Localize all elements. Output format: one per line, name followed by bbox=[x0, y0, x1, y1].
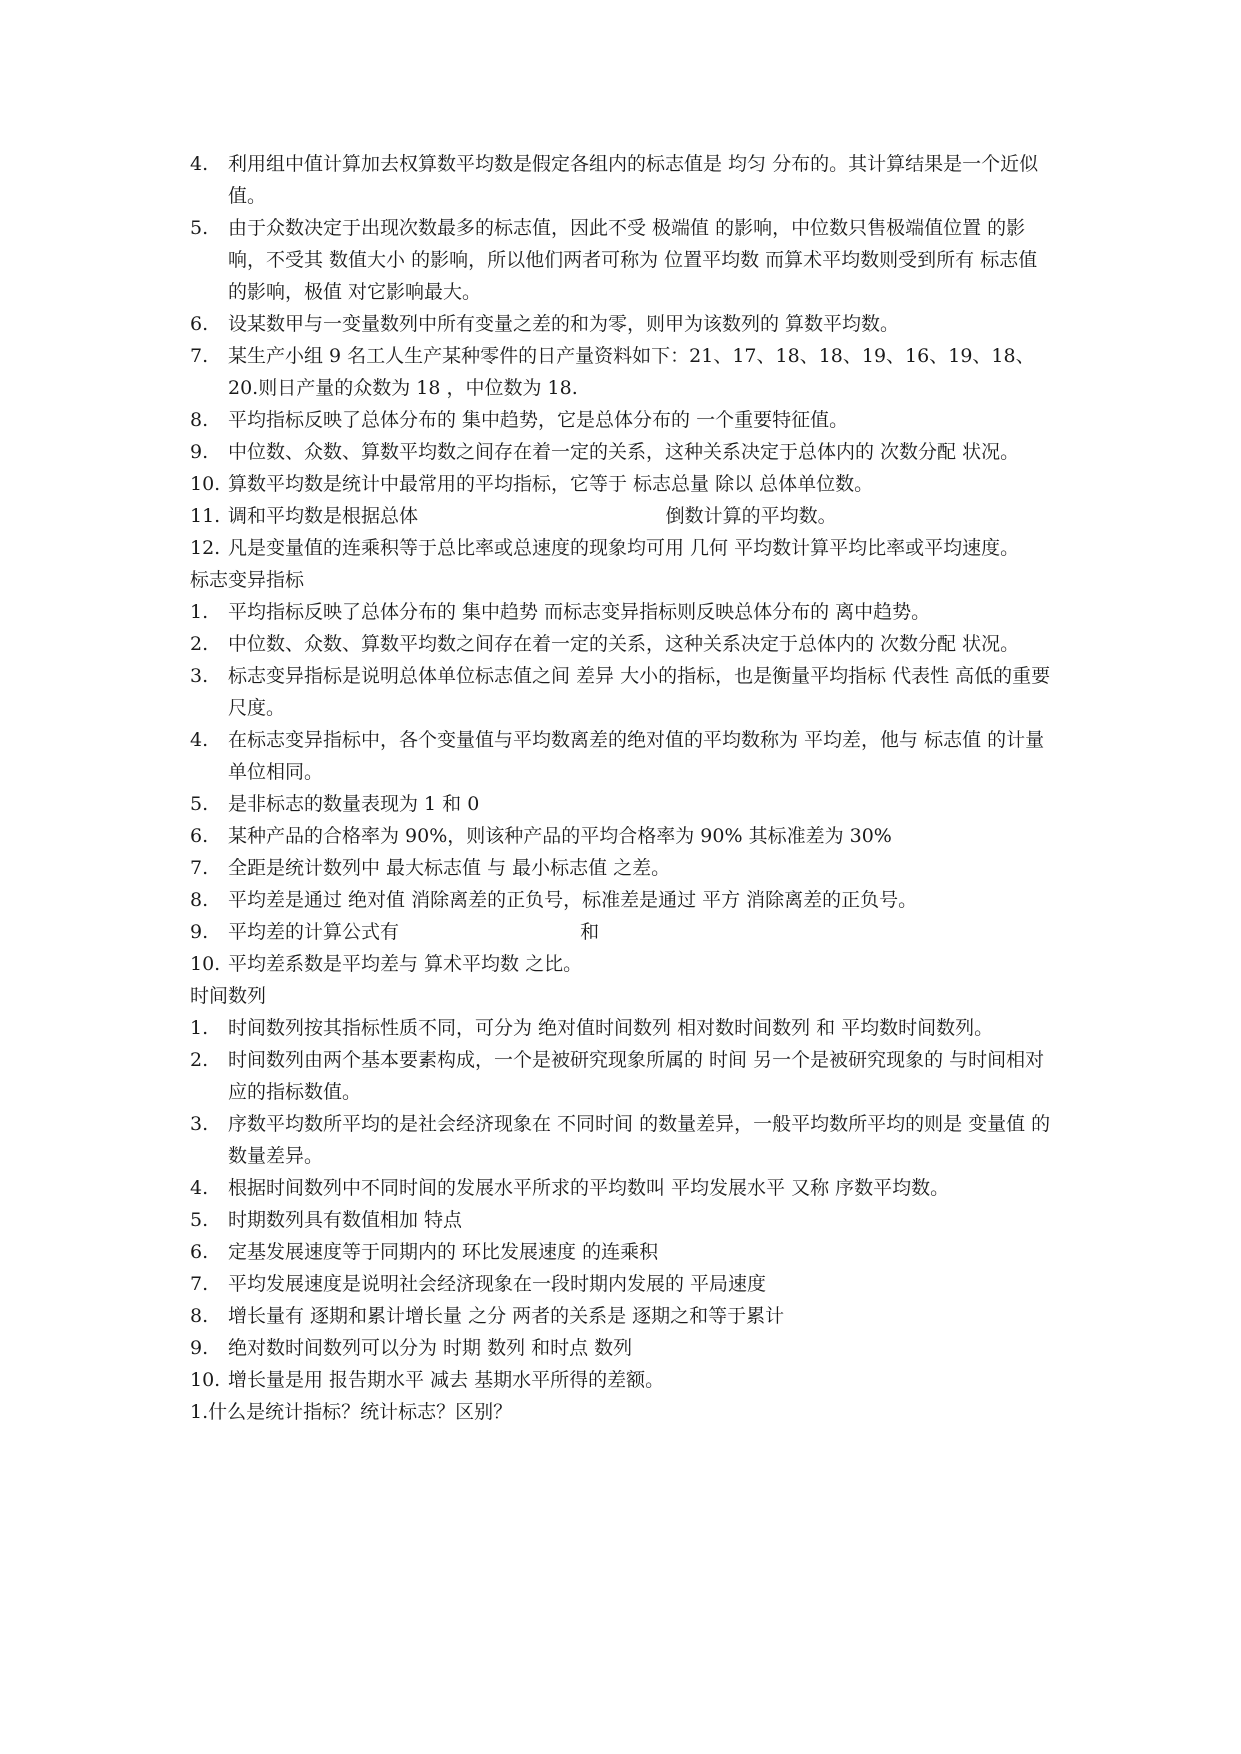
item-number: 7. bbox=[190, 1273, 209, 1295]
item-text: 算数平均数是统计中最常用的平均指标，它等于 标志总量 除以 总体单位数。 bbox=[228, 473, 874, 495]
section-time-series bbox=[190, 980, 1060, 1396]
item-text: 平均差系数是平均差与 算术平均数 之比。 bbox=[228, 953, 583, 975]
list-item bbox=[190, 148, 1060, 212]
item-number: 2. bbox=[190, 633, 209, 655]
section-heading: 时间数列 bbox=[190, 985, 267, 1007]
question-text: 1.什么是统计指标？统计标志？区别？ bbox=[190, 1401, 513, 1423]
item-text: 定基发展速度等于同期内的 环比发展速度 的连乘积 bbox=[228, 1241, 659, 1263]
list-item bbox=[190, 1364, 1060, 1396]
document-page bbox=[190, 148, 1060, 1428]
section-averages bbox=[190, 148, 1060, 564]
list-item bbox=[190, 724, 1060, 788]
list-item bbox=[190, 852, 1060, 884]
item-number: 11. bbox=[190, 505, 221, 527]
item-text: 增长量是用 报告期水平 减去 基期水平所得的差额。 bbox=[228, 1369, 665, 1391]
list-item bbox=[190, 468, 1060, 500]
list-item bbox=[190, 1012, 1060, 1044]
item-text: 平均指标反映了总体分布的 集中趋势，它是总体分布的 一个重要特征值。 bbox=[228, 409, 849, 431]
item-text: 利用组中值计算加去权算数平均数是假定各组内的标志值是 均匀 分布的。其计算结果是一个近似值。 bbox=[228, 153, 1039, 207]
list-item bbox=[190, 212, 1060, 308]
item-number: 1. bbox=[190, 1017, 209, 1039]
item-number: 4. bbox=[190, 153, 209, 175]
item-text: 时间数列由两个基本要素构成，一个是被研究现象所属的 时间 另一个是被研究现象的 与时间相对应的指标数值。 bbox=[228, 1049, 1045, 1103]
item-text: 根据时间数列中不同时间的发展水平所求的平均数叫 平均发展水平 又称 序数平均数。 bbox=[228, 1177, 950, 1199]
section-variation-indicators bbox=[190, 564, 1060, 980]
item-text: 凡是变量值的连乘积等于总比率或总速度的现象均可用 几何 平均数计算平均比率或平均速度。 bbox=[228, 537, 1020, 559]
list-item bbox=[190, 1300, 1060, 1332]
item-text: 由于众数决定于出现次数最多的标志值，因此不受 极端值 的影响，中位数只售极端值位置 的影响，不受其 数值大小 的影响，所以他们两者可称为 位置平均数 而算术平均数则受到所有 标志值 的影响，极值 对它影响最大。 bbox=[228, 217, 1038, 303]
item-number: 9. bbox=[190, 921, 209, 943]
list-item bbox=[190, 1172, 1060, 1204]
list-item bbox=[190, 532, 1060, 564]
section-heading: 标志变异指标 bbox=[190, 569, 305, 591]
list-item bbox=[190, 340, 1060, 404]
item-number: 7. bbox=[190, 345, 209, 367]
item-text: 标志变异指标是说明总体单位标志值之间 差异 大小的指标，也是衡量平均指标 代表性 高低的重要尺度。 bbox=[228, 665, 1051, 719]
list-item bbox=[190, 500, 1060, 532]
item-text: 在标志变异指标中，各个变量值与平均数离差的绝对值的平均数称为 平均差，他与 标志值 的计量单位相同。 bbox=[228, 729, 1045, 783]
item-text: 时期数列具有数值相加 特点 bbox=[228, 1209, 463, 1231]
list-item bbox=[190, 660, 1060, 724]
item-number: 6. bbox=[190, 1241, 209, 1263]
list-item bbox=[190, 1332, 1060, 1364]
item-text: 全距是统计数列中 最大标志值 与 最小标志值 之差。 bbox=[228, 857, 671, 879]
list-item bbox=[190, 1268, 1060, 1300]
item-number: 10. bbox=[190, 1369, 221, 1391]
item-text: 调和平均数是根据总体 倒数计算的平均数。 bbox=[228, 505, 837, 527]
item-number: 4. bbox=[190, 729, 209, 751]
item-text: 某生产小组 9 名工人生产某种零件的日产量资料如下：21、17、18、18、19、16、19、18、20.则日产量的众数为 18 ，中位数为 18. bbox=[228, 345, 1035, 399]
list-item bbox=[190, 788, 1060, 820]
item-number: 10. bbox=[190, 473, 221, 495]
item-number: 8. bbox=[190, 889, 209, 911]
item-number: 8. bbox=[190, 1305, 209, 1327]
item-text: 序数平均数所平均的是社会经济现象在 不同时间 的数量差异，一般平均数所平均的则是 变量值 的数量差异。 bbox=[228, 1113, 1051, 1167]
list-item bbox=[190, 628, 1060, 660]
item-number: 2. bbox=[190, 1049, 209, 1071]
item-number: 3. bbox=[190, 1113, 209, 1135]
item-text: 平均指标反映了总体分布的 集中趋势 而标志变异指标则反映总体分布的 离中趋势。 bbox=[228, 601, 931, 623]
item-text: 时间数列按其指标性质不同，可分为 绝对值时间数列 相对数时间数列 和 平均数时间数列。 bbox=[228, 1017, 994, 1039]
list-item bbox=[190, 1108, 1060, 1172]
item-text: 某种产品的合格率为 90%，则该种产品的平均合格率为 90% 其标准差为 30% bbox=[228, 825, 892, 847]
item-number: 6. bbox=[190, 825, 209, 847]
item-number: 9. bbox=[190, 1337, 209, 1359]
item-text: 中位数、众数、算数平均数之间存在着一定的关系，这种关系决定于总体内的 次数分配 状况。 bbox=[228, 441, 1020, 463]
list-item bbox=[190, 1204, 1060, 1236]
item-text: 平均差的计算公式有 和 bbox=[228, 921, 600, 943]
item-text: 平均发展速度是说明社会经济现象在一段时期内发展的 平局速度 bbox=[228, 1273, 767, 1295]
item-text: 设某数甲与一变量数列中所有变量之差的和为零，则甲为该数列的 算数平均数。 bbox=[228, 313, 900, 335]
list-item bbox=[190, 436, 1060, 468]
list-item bbox=[190, 1044, 1060, 1108]
item-text: 平均差是通过 绝对值 消除离差的正负号，标准差是通过 平方 消除离差的正负号。 bbox=[228, 889, 918, 911]
list-item bbox=[190, 884, 1060, 916]
list-item bbox=[190, 820, 1060, 852]
item-number: 9. bbox=[190, 441, 209, 463]
list-item bbox=[190, 1236, 1060, 1268]
item-number: 10. bbox=[190, 953, 221, 975]
list-item bbox=[190, 596, 1060, 628]
list-item bbox=[190, 916, 1060, 948]
item-number: 1. bbox=[190, 601, 209, 623]
item-number: 6. bbox=[190, 313, 209, 335]
item-number: 5. bbox=[190, 217, 209, 239]
item-number: 3. bbox=[190, 665, 209, 687]
item-number: 5. bbox=[190, 1209, 209, 1231]
item-number: 12. bbox=[190, 537, 221, 559]
list-item bbox=[190, 948, 1060, 980]
item-number: 4. bbox=[190, 1177, 209, 1199]
item-text: 绝对数时间数列可以分为 时期 数列 和时点 数列 bbox=[228, 1337, 633, 1359]
list-item bbox=[190, 308, 1060, 340]
item-text: 中位数、众数、算数平均数之间存在着一定的关系，这种关系决定于总体内的 次数分配 状况。 bbox=[228, 633, 1020, 655]
item-number: 7. bbox=[190, 857, 209, 879]
list-item bbox=[190, 404, 1060, 436]
item-number: 8. bbox=[190, 409, 209, 431]
item-text: 增长量有 逐期和累计增长量 之分 两者的关系是 逐期之和等于累计 bbox=[228, 1305, 785, 1327]
item-number: 5. bbox=[190, 793, 209, 815]
item-text: 是非标志的数量表现为 1 和 0 bbox=[228, 793, 480, 815]
